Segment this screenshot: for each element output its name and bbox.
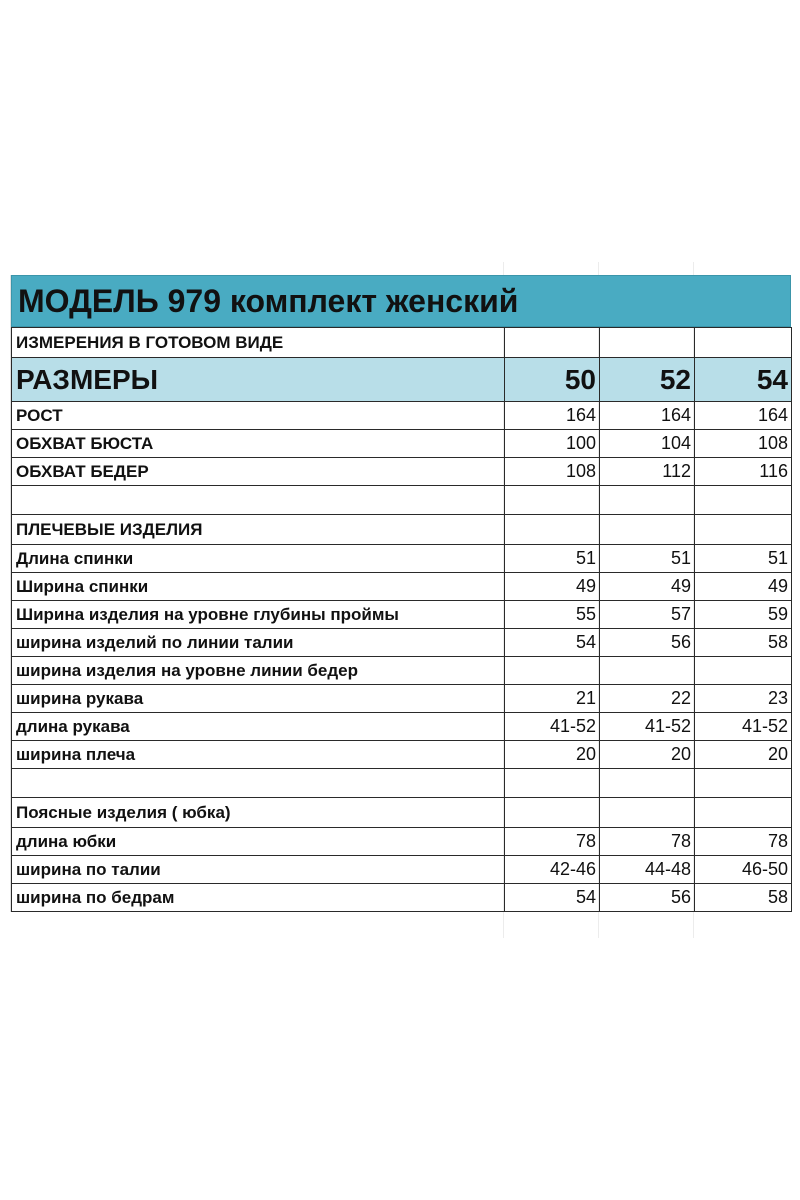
blank-row <box>12 486 792 515</box>
size-value-cell: 54 <box>505 629 600 657</box>
table-row <box>12 629 792 657</box>
size-value-cell: 108 <box>695 430 792 458</box>
sizes-row <box>12 358 792 402</box>
size-value-cell: 51 <box>505 545 600 573</box>
size-value-cell: 20 <box>600 741 695 769</box>
size-value-cell <box>695 657 792 685</box>
size-value-cell: 51 <box>600 545 695 573</box>
row-label: ширина плеча <box>12 741 505 769</box>
size-value-cell: 49 <box>600 573 695 601</box>
blank-row <box>12 769 792 798</box>
size-value-cell: 44-48 <box>600 856 695 884</box>
table-row <box>12 545 792 573</box>
table-row <box>12 458 792 486</box>
section-header-row <box>12 798 792 828</box>
row-label: Длина спинки <box>12 545 505 573</box>
row-label: ширина рукава <box>12 685 505 713</box>
size-value-cell: 20 <box>695 741 792 769</box>
table-row <box>12 828 792 856</box>
table-row <box>12 856 792 884</box>
size-header: 54 <box>695 358 792 402</box>
row-label: длина рукава <box>12 713 505 741</box>
section-title: Поясные изделия ( юбка) <box>12 798 505 828</box>
table-row <box>12 657 792 685</box>
size-value-cell: 58 <box>695 884 792 912</box>
size-value-cell: 55 <box>505 601 600 629</box>
size-value-cell: 57 <box>600 601 695 629</box>
size-value-cell: 112 <box>600 458 695 486</box>
table-row <box>12 402 792 430</box>
size-value-cell: 56 <box>600 629 695 657</box>
size-value-cell: 164 <box>695 402 792 430</box>
size-value-cell: 49 <box>505 573 600 601</box>
row-label: ширина изделий по линии талии <box>12 629 505 657</box>
row-label: длина юбки <box>12 828 505 856</box>
size-value-cell: 41-52 <box>695 713 792 741</box>
size-value-cell: 54 <box>505 884 600 912</box>
size-value-cell: 78 <box>600 828 695 856</box>
size-value-cell: 78 <box>505 828 600 856</box>
size-value-cell: 49 <box>695 573 792 601</box>
table-row <box>12 884 792 912</box>
row-label: Ширина спинки <box>12 573 505 601</box>
row-label: ширина по бедрам <box>12 884 505 912</box>
size-value-cell: 164 <box>600 402 695 430</box>
table-row <box>12 573 792 601</box>
size-value-cell: 58 <box>695 629 792 657</box>
section-header-row <box>12 515 792 545</box>
table-row <box>12 430 792 458</box>
row-label: ОБХВАТ БЮСТА <box>12 430 505 458</box>
size-header: 50 <box>505 358 600 402</box>
row-label: ширина по талии <box>12 856 505 884</box>
row-label: ОБХВАТ БЕДЕР <box>12 458 505 486</box>
size-value-cell: 21 <box>505 685 600 713</box>
ghost-background <box>0 72 800 152</box>
size-header: 52 <box>600 358 695 402</box>
section-title: ПЛЕЧЕВЫЕ ИЗДЕЛИЯ <box>12 515 505 545</box>
size-value-cell: 164 <box>505 402 600 430</box>
size-value-cell: 104 <box>600 430 695 458</box>
size-value-cell: 23 <box>695 685 792 713</box>
row-label: Ширина изделия на уровне глубины проймы <box>12 601 505 629</box>
table-row <box>12 685 792 713</box>
size-value-cell: 20 <box>505 741 600 769</box>
row-label: РОСТ <box>12 402 505 430</box>
size-value-cell: 108 <box>505 458 600 486</box>
size-value-cell: 22 <box>600 685 695 713</box>
size-value-cell: 59 <box>695 601 792 629</box>
size-value-cell: 78 <box>695 828 792 856</box>
size-chart-sheet <box>10 275 791 912</box>
size-value-cell: 56 <box>600 884 695 912</box>
table-row <box>12 713 792 741</box>
size-value-cell: 42-46 <box>505 856 600 884</box>
size-value-cell: 51 <box>695 545 792 573</box>
row-label: ширина изделия на уровне линии бедер <box>12 657 505 685</box>
size-value-cell: 46-50 <box>695 856 792 884</box>
size-value-cell <box>600 657 695 685</box>
size-value-cell: 116 <box>695 458 792 486</box>
page-title: МОДЕЛЬ 979 комплект женский <box>11 275 791 327</box>
size-value-cell: 100 <box>505 430 600 458</box>
size-value-cell: 41-52 <box>505 713 600 741</box>
table-row <box>12 741 792 769</box>
size-value-cell: 41-52 <box>600 713 695 741</box>
subtitle: ИЗМЕРЕНИЯ В ГОТОВОМ ВИДЕ <box>12 328 505 358</box>
table-row <box>12 601 792 629</box>
size-table <box>11 327 792 912</box>
sizes-label: РАЗМЕРЫ <box>12 358 505 402</box>
size-value-cell <box>505 657 600 685</box>
